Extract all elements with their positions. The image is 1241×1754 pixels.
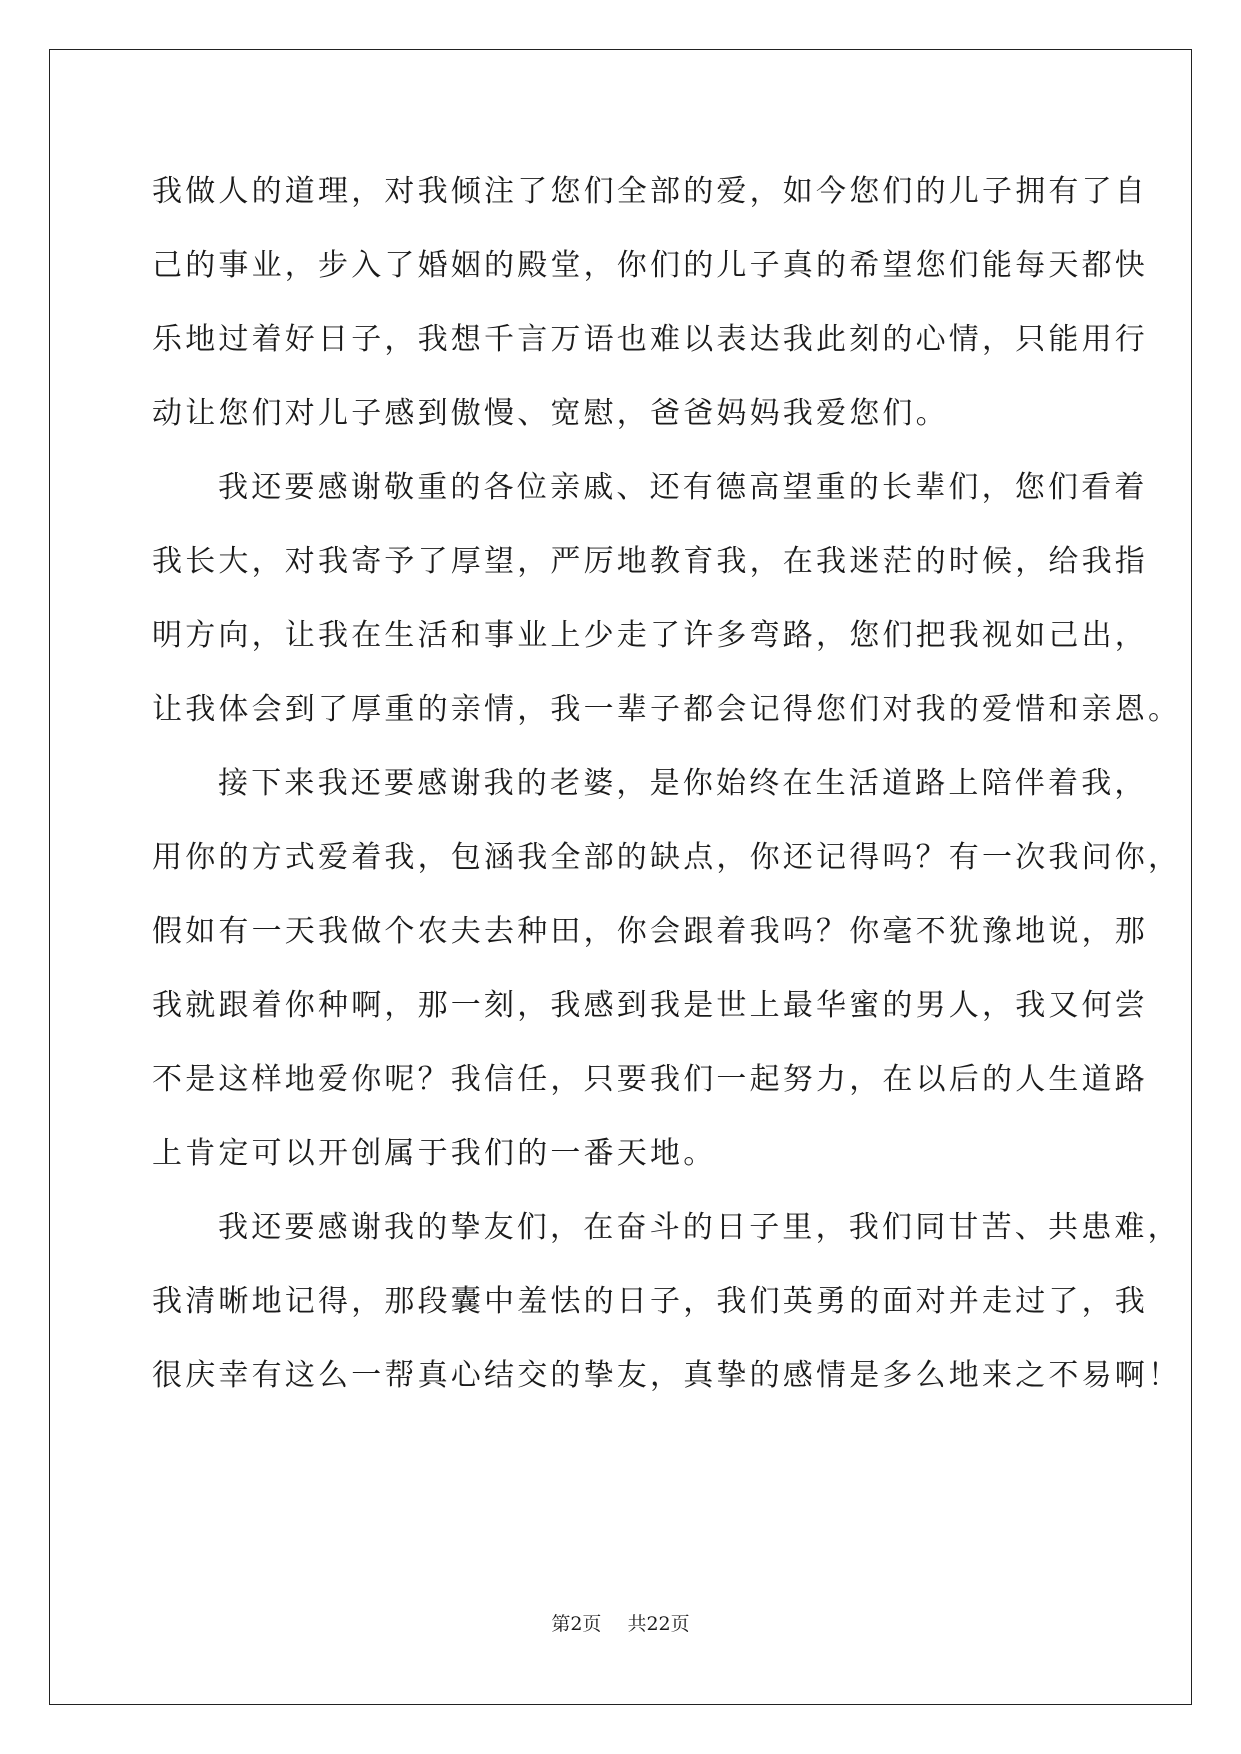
- text-line: 假如有一天我做个农夫去种田，你会跟着我吗？你毫不犹豫地说，那: [152, 914, 1148, 949]
- text-line: 上肯定可以开创属于我们的一番天地。: [152, 1136, 717, 1171]
- text-line: 乐地过着好日子，我想千言万语也难以表达我此刻的心情，只能用行: [152, 322, 1148, 357]
- text-line: 我清晰地记得，那段囊中羞怯的日子，我们英勇的面对并走过了，我: [152, 1284, 1148, 1319]
- text-line: 接下来我还要感谢我的老婆，是你始终在生活道路上陪伴着我，: [218, 766, 1148, 801]
- text-line: 我做人的道理，对我倾注了您们全部的爱，如今您们的儿子拥有了自: [152, 174, 1148, 209]
- page-footer: [0, 1609, 1241, 1636]
- document-body: [152, 164, 1182, 1422]
- paragraph-4: [152, 1200, 1182, 1422]
- paragraph-1: [152, 164, 1148, 460]
- text-line: 我还要感谢敬重的各位亲戚、还有德高望重的长辈们，您们看着: [218, 470, 1148, 505]
- text-line: 动让您们对儿子感到傲慢、宽慰，爸爸妈妈我爱您们。: [152, 396, 949, 431]
- text-line: 我就跟着你种啊，那一刻，我感到我是世上最华蜜的男人，我又何尝: [152, 988, 1148, 1023]
- text-line: 我长大，对我寄予了厚望，严厉地教育我，在我迷茫的时候，给我指: [152, 544, 1148, 579]
- text-line: 不是这样地爱你呢？我信任，只要我们一起努力，在以后的人生道路: [152, 1062, 1148, 1097]
- page-total: 共22页: [627, 1613, 690, 1635]
- paragraph-3: [152, 756, 1182, 1200]
- text-line: 很庆幸有这么一帮真心结交的挚友，真挚的感情是多么地来之不易啊！: [152, 1358, 1182, 1393]
- paragraph-2: [152, 460, 1182, 756]
- text-line: 让我体会到了厚重的亲情，我一辈子都会记得您们对我的爱惜和亲恩。: [152, 692, 1182, 727]
- page-number: 第2页: [551, 1613, 602, 1635]
- text-line: 我还要感谢我的挚友们，在奋斗的日子里，我们同甘苦、共患难，: [218, 1210, 1181, 1245]
- text-line: 用你的方式爱着我，包涵我全部的缺点，你还记得吗？有一次我问你，: [152, 840, 1182, 875]
- text-line: 己的事业，步入了婚姻的殿堂，你们的儿子真的希望您们能每天都快: [152, 248, 1148, 283]
- text-line: 明方向，让我在生活和事业上少走了许多弯路，您们把我视如己出，: [152, 618, 1148, 653]
